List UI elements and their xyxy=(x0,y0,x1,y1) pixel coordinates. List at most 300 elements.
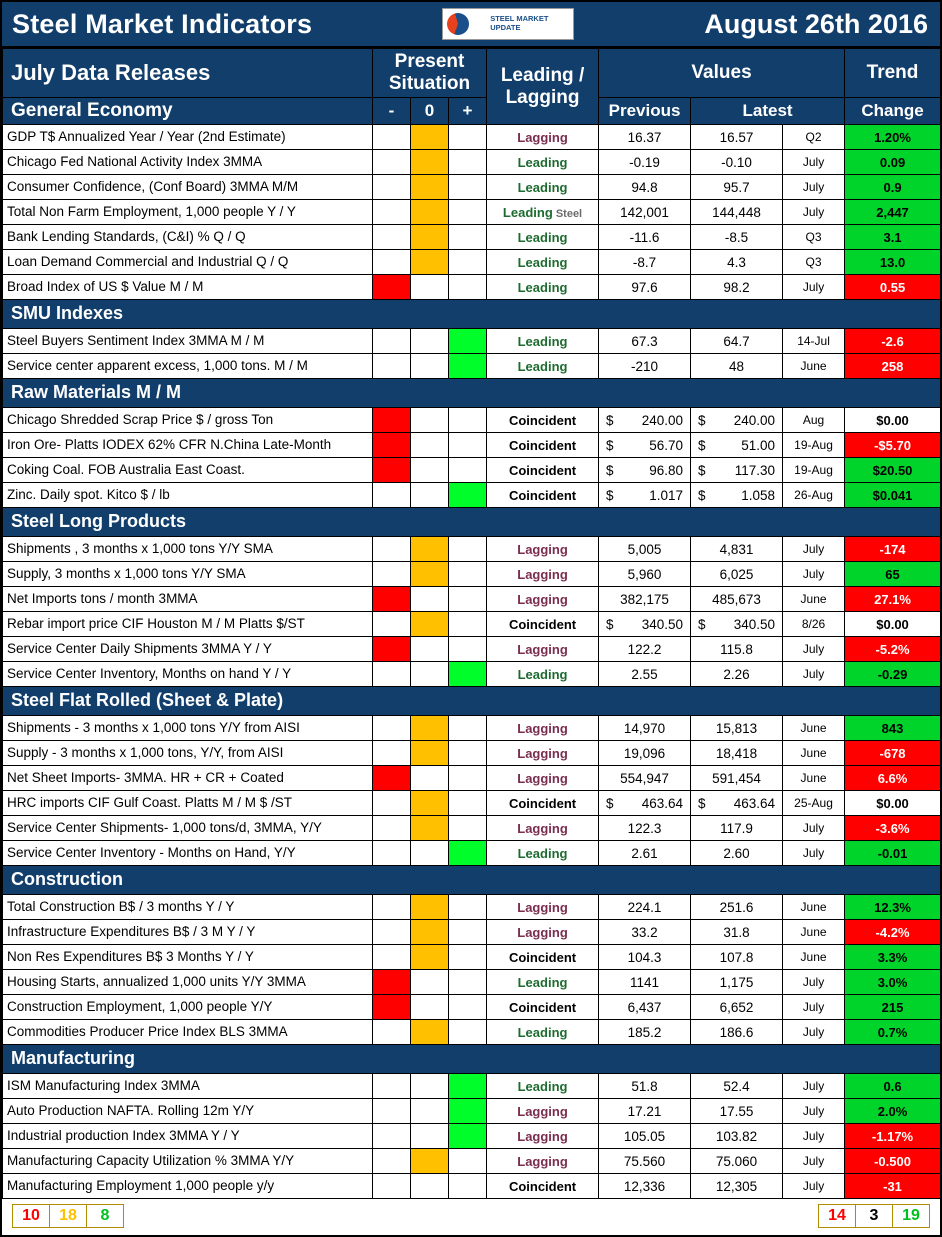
trend-change-cell: -4.2% xyxy=(845,920,941,945)
previous-value: -210 xyxy=(599,354,691,379)
latest-value: 18,418 xyxy=(691,741,783,766)
table-row xyxy=(3,1124,941,1149)
leading-lagging-cell: Coincident xyxy=(487,408,599,433)
present-situation-minus-cell xyxy=(373,150,411,175)
trend-count-2: 19 xyxy=(902,1207,920,1224)
present-situation-zero-cell xyxy=(411,433,449,458)
table-row xyxy=(3,275,941,300)
indicator-name: Steel Buyers Sentiment Index 3MMA M / M xyxy=(3,329,373,354)
latest-value: 107.8 xyxy=(691,945,783,970)
table-row xyxy=(3,612,941,637)
period-label: Q3 xyxy=(783,250,845,275)
previous-value: 12,336 xyxy=(599,1174,691,1199)
table-row xyxy=(3,1099,941,1124)
present-situation-minus-cell xyxy=(373,433,411,458)
latest-value: 64.7 xyxy=(691,329,783,354)
previous-value: 33.2 xyxy=(599,920,691,945)
section-header-row xyxy=(3,1045,941,1074)
latest-value: 15,813 xyxy=(691,716,783,741)
leading-lagging-cell: Lagging xyxy=(487,537,599,562)
leading-lagging-cell: Lagging xyxy=(487,766,599,791)
previous-value: $ 96.80 xyxy=(599,458,691,483)
section-header-row xyxy=(3,687,941,716)
table-row xyxy=(3,995,941,1020)
footer-counts xyxy=(2,1199,940,1235)
leading-lagging-cell: Leading xyxy=(487,275,599,300)
present-situation-minus-cell xyxy=(373,970,411,995)
period-label: June xyxy=(783,741,845,766)
latest-value: 48 xyxy=(691,354,783,379)
col-header-plus: + xyxy=(449,98,487,125)
table-row xyxy=(3,329,941,354)
indicator-name: Total Construction B$ / 3 months Y / Y xyxy=(3,895,373,920)
trend-change-cell: 0.09 xyxy=(845,150,941,175)
col-header-latest: Latest xyxy=(691,98,845,125)
leading-lagging-cell: Coincident xyxy=(487,612,599,637)
present-situation-zero-cell xyxy=(411,741,449,766)
present-situation-zero-cell xyxy=(411,1020,449,1045)
present-situation-plus-cell xyxy=(449,458,487,483)
present-situation-minus-cell xyxy=(373,275,411,300)
trend-change-cell: 215 xyxy=(845,995,941,1020)
indicator-name: Chicago Fed National Activity Index 3MMA xyxy=(3,150,373,175)
period-label: July xyxy=(783,1074,845,1099)
present-situation-zero-cell xyxy=(411,841,449,866)
trend-change-cell: 3.3% xyxy=(845,945,941,970)
indicator-name: HRC imports CIF Gulf Coast. Platts M / M $ /ST xyxy=(3,791,373,816)
previous-value: 382,175 xyxy=(599,587,691,612)
previous-value: 122.3 xyxy=(599,816,691,841)
trend-change-cell: -31 xyxy=(845,1174,941,1199)
indicator-name: Consumer Confidence, (Conf Board) 3MMA M/M xyxy=(3,175,373,200)
col-header-zero: 0 xyxy=(411,98,449,125)
trend-change-cell: -174 xyxy=(845,537,941,562)
previous-value: 2.61 xyxy=(599,841,691,866)
present-situation-zero-cell xyxy=(411,250,449,275)
present-situation-zero-cell xyxy=(411,1149,449,1174)
present-situation-plus-cell xyxy=(449,1174,487,1199)
previous-value: 5,960 xyxy=(599,562,691,587)
present-situation-plus-cell xyxy=(449,970,487,995)
present-situation-plus-cell xyxy=(449,275,487,300)
indicator-name: Rebar import price CIF Houston M / M Platts $/ST xyxy=(3,612,373,637)
previous-value: 2.55 xyxy=(599,662,691,687)
latest-value: $ 240.00 xyxy=(691,408,783,433)
present-situation-plus-cell xyxy=(449,354,487,379)
period-label: June xyxy=(783,895,845,920)
logo-container xyxy=(312,8,704,40)
period-label: July xyxy=(783,1149,845,1174)
latest-value: 103.82 xyxy=(691,1124,783,1149)
period-label: July xyxy=(783,1124,845,1149)
indicator-name: Shipments , 3 months x 1,000 tons Y/Y SMA xyxy=(3,537,373,562)
latest-value: 6,652 xyxy=(691,995,783,1020)
table-row xyxy=(3,354,941,379)
latest-value: 186.6 xyxy=(691,1020,783,1045)
leading-lagging-cell: Leading xyxy=(487,841,599,866)
period-label: 19-Aug xyxy=(783,433,845,458)
present-situation-plus-cell xyxy=(449,1099,487,1124)
previous-value: $ 463.64 xyxy=(599,791,691,816)
section-header-row xyxy=(3,508,941,537)
present-situation-zero-cell xyxy=(411,662,449,687)
table-row xyxy=(3,766,941,791)
trend-change-cell: 27.1% xyxy=(845,587,941,612)
present-situation-zero-cell xyxy=(411,458,449,483)
logo-text xyxy=(468,15,548,32)
present-situation-minus-cell xyxy=(373,895,411,920)
present-situation-minus-cell xyxy=(373,741,411,766)
table-row xyxy=(3,816,941,841)
latest-value: 75.060 xyxy=(691,1149,783,1174)
table-row xyxy=(3,920,941,945)
leading-lagging-cell: Coincident xyxy=(487,483,599,508)
leading-lagging-cell: Lagging xyxy=(487,637,599,662)
latest-value: 12,305 xyxy=(691,1174,783,1199)
leading-lagging-cell: Coincident xyxy=(487,1174,599,1199)
previous-value: 17.21 xyxy=(599,1099,691,1124)
present-situation-plus-cell xyxy=(449,741,487,766)
indicator-name: Auto Production NAFTA. Rolling 12m Y/Y xyxy=(3,1099,373,1124)
leading-lagging-cell: Lagging xyxy=(487,1149,599,1174)
present-situation-zero-cell xyxy=(411,612,449,637)
present-situation-minus-cell xyxy=(373,1149,411,1174)
indicator-name: Loan Demand Commercial and Industrial Q / Q xyxy=(3,250,373,275)
leading-lagging-cell: Lagging xyxy=(487,587,599,612)
trend-change-cell: 258 xyxy=(845,354,941,379)
col-header-releases: July Data Releases xyxy=(3,49,373,98)
table-row xyxy=(3,637,941,662)
leading-lagging-cell: Coincident xyxy=(487,995,599,1020)
present-situation-plus-cell xyxy=(449,766,487,791)
period-label: Q3 xyxy=(783,225,845,250)
period-label: July xyxy=(783,995,845,1020)
leading-lagging-cell: Leading xyxy=(487,329,599,354)
period-label: July xyxy=(783,662,845,687)
latest-value: 98.2 xyxy=(691,275,783,300)
present-situation-plus-cell xyxy=(449,150,487,175)
table-row xyxy=(3,791,941,816)
period-label: June xyxy=(783,945,845,970)
table-row xyxy=(3,1074,941,1099)
present-situation-plus-cell xyxy=(449,200,487,225)
leading-lagging-cell: Lagging xyxy=(487,716,599,741)
present-situation-plus-cell xyxy=(449,895,487,920)
latest-value: 31.8 xyxy=(691,920,783,945)
present-situation-minus-cell xyxy=(373,791,411,816)
present-situation-count-1: 18 xyxy=(50,1205,87,1227)
trend-change-cell: -1.17% xyxy=(845,1124,941,1149)
section-title: Steel Long Products xyxy=(3,508,941,537)
present-situation-plus-cell xyxy=(449,175,487,200)
table-row xyxy=(3,250,941,275)
period-label: July xyxy=(783,562,845,587)
table-row xyxy=(3,200,941,225)
trend-change-cell: 12.3% xyxy=(845,895,941,920)
col-header-general-economy: General Economy xyxy=(3,98,373,125)
section-title: SMU Indexes xyxy=(3,300,941,329)
present-situation-plus-cell xyxy=(449,662,487,687)
latest-value: $ 340.50 xyxy=(691,612,783,637)
col-header-values: Values xyxy=(599,49,845,98)
table-row xyxy=(3,895,941,920)
present-situation-minus-cell xyxy=(373,716,411,741)
leading-lagging-cell: Leading xyxy=(487,662,599,687)
present-situation-minus-cell xyxy=(373,1074,411,1099)
table-row xyxy=(3,970,941,995)
previous-value: -8.7 xyxy=(599,250,691,275)
previous-value: 1141 xyxy=(599,970,691,995)
present-situation-zero-cell xyxy=(411,1074,449,1099)
present-situation-minus-cell xyxy=(373,1099,411,1124)
present-situation-zero-cell xyxy=(411,637,449,662)
present-situation-plus-cell xyxy=(449,945,487,970)
indicator-name: Service Center Daily Shipments 3MMA Y / Y xyxy=(3,637,373,662)
indicator-name: ISM Manufacturing Index 3MMA xyxy=(3,1074,373,1099)
present-situation-minus-cell xyxy=(373,816,411,841)
indicator-name: Housing Starts, annualized 1,000 units Y/Y 3MMA xyxy=(3,970,373,995)
present-situation-plus-cell xyxy=(449,1020,487,1045)
indicator-name: Bank Lending Standards, (C&I) % Q / Q xyxy=(3,225,373,250)
period-label: July xyxy=(783,1174,845,1199)
present-situation-zero-cell xyxy=(411,562,449,587)
previous-value: 6,437 xyxy=(599,995,691,1020)
previous-value: 51.8 xyxy=(599,1074,691,1099)
present-situation-plus-cell xyxy=(449,716,487,741)
previous-value: 19,096 xyxy=(599,741,691,766)
trend-change-cell: 0.55 xyxy=(845,275,941,300)
col-header-minus: - xyxy=(373,98,411,125)
leading-lagging-cell: Leading xyxy=(487,970,599,995)
indicator-name: Shipments - 3 months x 1,000 tons Y/Y from AISI xyxy=(3,716,373,741)
period-label: 14-Jul xyxy=(783,329,845,354)
leading-lagging-cell: Lagging xyxy=(487,741,599,766)
table-row xyxy=(3,150,941,175)
table-row xyxy=(3,433,941,458)
previous-value: -0.19 xyxy=(599,150,691,175)
period-label: July xyxy=(783,275,845,300)
indicator-name: GDP T$ Annualized Year / Year (2nd Estimate) xyxy=(3,125,373,150)
present-situation-plus-cell xyxy=(449,537,487,562)
period-label: June xyxy=(783,587,845,612)
leading-lagging-cell: Lagging xyxy=(487,920,599,945)
previous-value: 97.6 xyxy=(599,275,691,300)
latest-value: 2.60 xyxy=(691,841,783,866)
section-title: Manufacturing xyxy=(3,1045,941,1074)
table-row xyxy=(3,587,941,612)
trend-change-cell: 6.6% xyxy=(845,766,941,791)
trend-counts xyxy=(818,1204,930,1228)
trend-change-cell: $0.00 xyxy=(845,408,941,433)
steel-market-update-logo xyxy=(442,8,574,40)
indicator-name: Infrastructure Expenditures B$ / 3 M Y / Y xyxy=(3,920,373,945)
col-header-leading-lagging: Leading / Lagging xyxy=(487,49,599,125)
indicator-name: Net Sheet Imports- 3MMA. HR + CR + Coated xyxy=(3,766,373,791)
present-situation-zero-cell xyxy=(411,408,449,433)
present-situation-plus-cell xyxy=(449,995,487,1020)
leading-lagging-cell: Lagging xyxy=(487,816,599,841)
trend-change-cell: 65 xyxy=(845,562,941,587)
previous-value: 224.1 xyxy=(599,895,691,920)
trend-change-cell: 0.7% xyxy=(845,1020,941,1045)
trend-change-cell: -0.500 xyxy=(845,1149,941,1174)
leading-lagging-cell: Coincident xyxy=(487,791,599,816)
present-situation-zero-cell xyxy=(411,125,449,150)
logo-line-2: UPDATE xyxy=(490,23,521,32)
present-situation-minus-cell xyxy=(373,766,411,791)
latest-value: 6,025 xyxy=(691,562,783,587)
previous-value: -11.6 xyxy=(599,225,691,250)
present-situation-zero-cell xyxy=(411,587,449,612)
previous-value: 14,970 xyxy=(599,716,691,741)
latest-value: $ 463.64 xyxy=(691,791,783,816)
col-header-previous: Previous xyxy=(599,98,691,125)
present-situation-zero-cell xyxy=(411,150,449,175)
report-date: August 26th 2016 xyxy=(704,8,928,39)
leading-lagging-cell: Lagging xyxy=(487,1099,599,1124)
latest-value: 251.6 xyxy=(691,895,783,920)
trend-change-cell: -0.29 xyxy=(845,662,941,687)
period-label: July xyxy=(783,841,845,866)
table-row xyxy=(3,175,941,200)
present-situation-plus-cell xyxy=(449,816,487,841)
previous-value: 105.05 xyxy=(599,1124,691,1149)
latest-value: 144,448 xyxy=(691,200,783,225)
present-situation-plus-cell xyxy=(449,562,487,587)
trend-count-1: 3 xyxy=(856,1205,893,1227)
present-situation-plus-cell xyxy=(449,483,487,508)
present-situation-zero-cell xyxy=(411,995,449,1020)
table-row xyxy=(3,562,941,587)
table-row xyxy=(3,741,941,766)
indicator-name: Commodities Producer Price Index BLS 3MMA xyxy=(3,1020,373,1045)
previous-value: 122.2 xyxy=(599,637,691,662)
period-label: June xyxy=(783,716,845,741)
trend-change-cell: -5.2% xyxy=(845,637,941,662)
latest-value: $ 117.30 xyxy=(691,458,783,483)
trend-change-cell: 13.0 xyxy=(845,250,941,275)
indicator-name: Service Center Inventory, Months on hand Y / Y xyxy=(3,662,373,687)
present-situation-zero-cell xyxy=(411,1124,449,1149)
present-situation-plus-cell xyxy=(449,225,487,250)
present-situation-minus-cell xyxy=(373,662,411,687)
period-label: July xyxy=(783,637,845,662)
trend-change-cell: -2.6 xyxy=(845,329,941,354)
trend-change-cell: 3.0% xyxy=(845,970,941,995)
latest-value: 52.4 xyxy=(691,1074,783,1099)
table-row xyxy=(3,1174,941,1199)
trend-change-cell: -3.6% xyxy=(845,816,941,841)
present-situation-zero-cell xyxy=(411,537,449,562)
present-situation-minus-cell xyxy=(373,200,411,225)
present-situation-plus-cell xyxy=(449,920,487,945)
present-situation-plus-cell xyxy=(449,587,487,612)
period-label: July xyxy=(783,1020,845,1045)
latest-value: 485,673 xyxy=(691,587,783,612)
latest-value: 115.8 xyxy=(691,637,783,662)
period-label: July xyxy=(783,537,845,562)
indicator-name: Service center apparent excess, 1,000 tons. M / M xyxy=(3,354,373,379)
trend-change-cell: -$5.70 xyxy=(845,433,941,458)
indicator-name: Manufacturing Employment 1,000 people y/y xyxy=(3,1174,373,1199)
trend-change-cell: -0.01 xyxy=(845,841,941,866)
trend-change-cell: 0.9 xyxy=(845,175,941,200)
trend-change-cell: 3.1 xyxy=(845,225,941,250)
present-situation-zero-cell xyxy=(411,970,449,995)
previous-value: 142,001 xyxy=(599,200,691,225)
leading-note: Steel xyxy=(552,207,583,220)
latest-value: -0.10 xyxy=(691,150,783,175)
latest-value: 95.7 xyxy=(691,175,783,200)
period-label: 26-Aug xyxy=(783,483,845,508)
leading-lagging-cell: Leading xyxy=(487,175,599,200)
previous-value: 5,005 xyxy=(599,537,691,562)
latest-value: 4,831 xyxy=(691,537,783,562)
section-header-row xyxy=(3,379,941,408)
latest-value: 591,454 xyxy=(691,766,783,791)
leading-lagging-cell: Coincident xyxy=(487,945,599,970)
present-situation-count-2: 8 xyxy=(100,1207,110,1224)
latest-value: 4.3 xyxy=(691,250,783,275)
previous-value: 185.2 xyxy=(599,1020,691,1045)
present-situation-minus-cell xyxy=(373,1124,411,1149)
present-situation-plus-cell xyxy=(449,841,487,866)
present-situation-zero-cell xyxy=(411,1099,449,1124)
section-header-row xyxy=(3,866,941,895)
previous-value: 554,947 xyxy=(599,766,691,791)
trend-change-cell: $0.00 xyxy=(845,612,941,637)
present-situation-minus-cell xyxy=(373,612,411,637)
section-title: Construction xyxy=(3,866,941,895)
leading-lagging-cell: Lagging xyxy=(487,562,599,587)
leading-lagging-cell: Lagging xyxy=(487,895,599,920)
period-label: 25-Aug xyxy=(783,791,845,816)
present-situation-minus-cell xyxy=(373,995,411,1020)
section-header-row xyxy=(3,300,941,329)
present-situation-minus-cell xyxy=(373,637,411,662)
present-situation-zero-cell xyxy=(411,716,449,741)
col-header-trend: Trend xyxy=(845,49,941,98)
trend-change-cell: 843 xyxy=(845,716,941,741)
indicators-table xyxy=(2,48,941,1199)
table-row xyxy=(3,841,941,866)
present-situation-minus-cell xyxy=(373,1020,411,1045)
period-label: July xyxy=(783,970,845,995)
table-row xyxy=(3,716,941,741)
previous-value: $ 240.00 xyxy=(599,408,691,433)
present-situation-zero-cell xyxy=(411,354,449,379)
leading-lagging-cell: Lagging xyxy=(487,1124,599,1149)
present-situation-plus-cell xyxy=(449,1074,487,1099)
present-situation-minus-cell xyxy=(373,125,411,150)
present-situation-zero-cell xyxy=(411,200,449,225)
latest-value: 1,175 xyxy=(691,970,783,995)
indicator-name: Coking Coal. FOB Australia East Coast. xyxy=(3,458,373,483)
table-row xyxy=(3,1020,941,1045)
present-situation-minus-cell xyxy=(373,562,411,587)
indicator-name: Chicago Shredded Scrap Price $ / gross Ton xyxy=(3,408,373,433)
present-situation-plus-cell xyxy=(449,250,487,275)
indicator-name: Iron Ore- Platts IODEX 62% CFR N.China Late-Month xyxy=(3,433,373,458)
present-situation-plus-cell xyxy=(449,408,487,433)
table-row xyxy=(3,945,941,970)
table-row xyxy=(3,662,941,687)
present-situation-plus-cell xyxy=(449,612,487,637)
trend-change-cell: 2,447 xyxy=(845,200,941,225)
leading-lagging-cell: Lagging xyxy=(487,125,599,150)
period-label: July xyxy=(783,200,845,225)
table-row xyxy=(3,458,941,483)
